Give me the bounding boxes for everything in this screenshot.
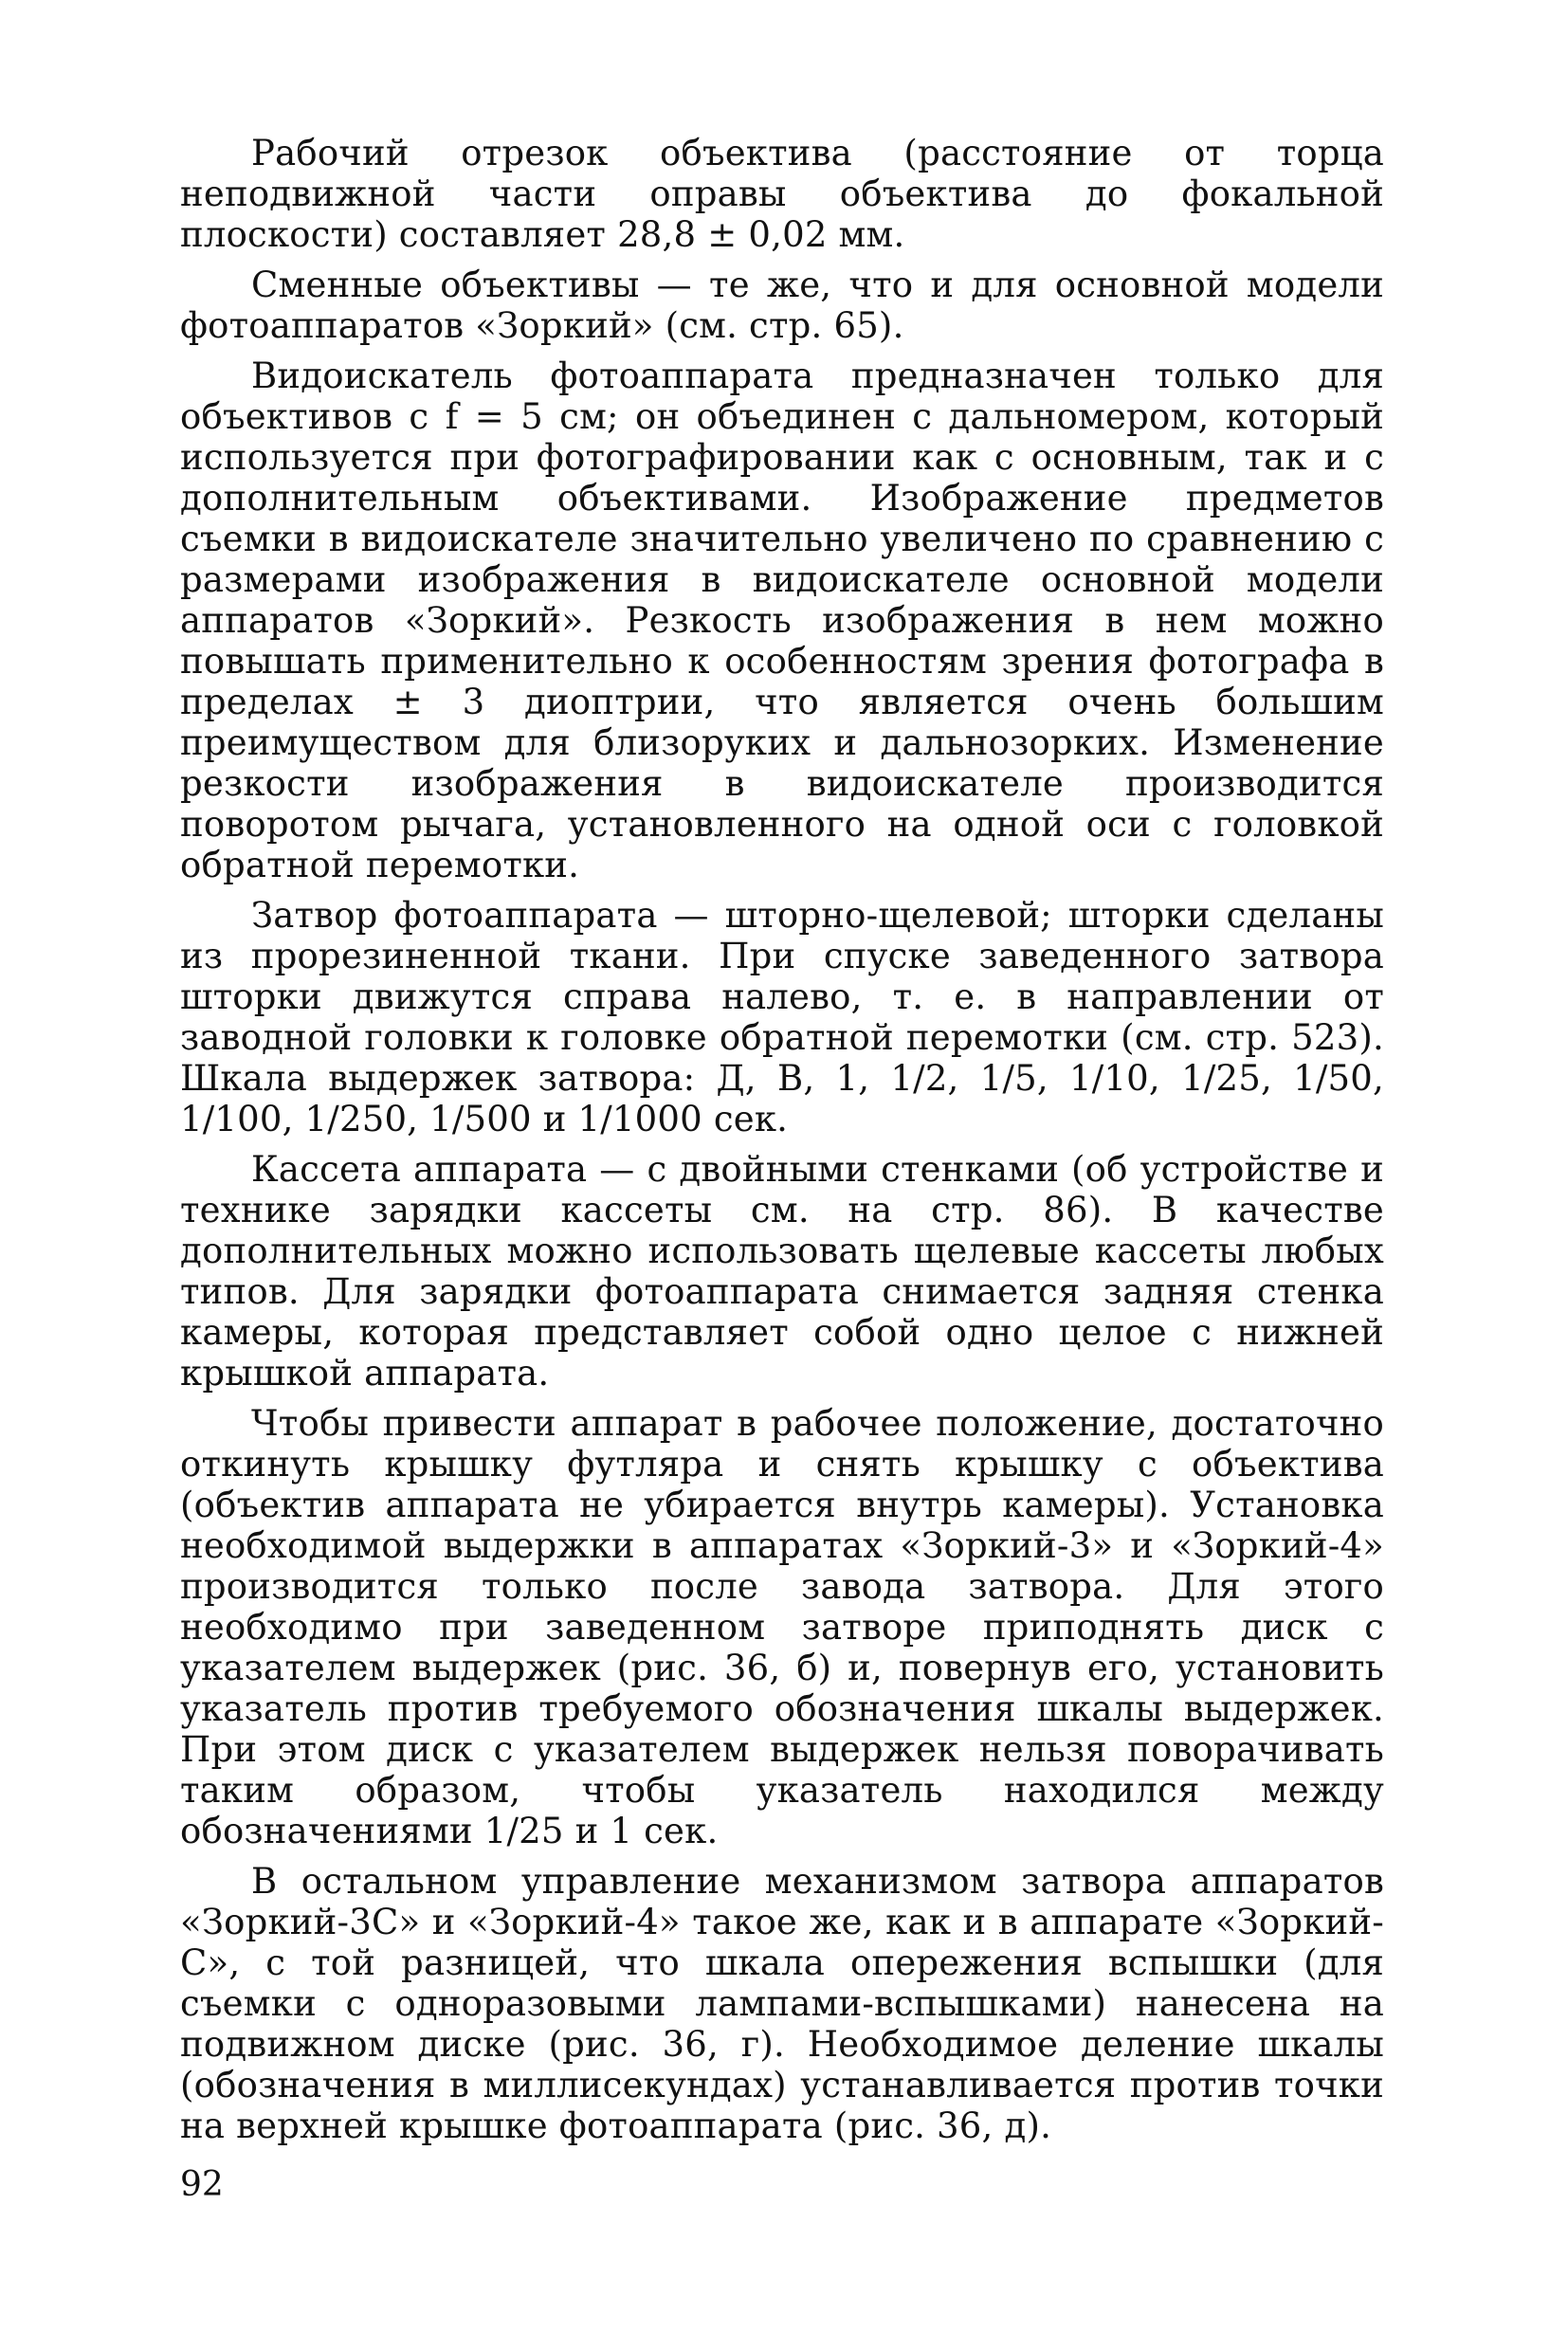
paragraph-flash-sync: В остальном управление механизмом затвора аппаратов «Зоркий-3С» и «Зоркий-4» такое же, как и в аппарате «Зоркий-С», с той разницей, что шкала опережения вспышки (для съемки с одноразовыми лампами-вспышками) нанесена на подвижном диске (рис. 36, г). Необходимое деление шкалы (обозначения в миллисекундах) устанавливается против точки на верхней крышке фотоаппарата (рис. 36, д). [180,1861,1384,2146]
page-text [180,133,1384,2156]
page-number: 92 [180,2165,224,2204]
paragraph-lenses: Сменные объективы — те же, что и для основной модели фотоаппаратов «Зоркий» (см. стр. 65). [180,264,1384,346]
paragraph-viewfinder: Видоискатель фотоаппарата предназначен только для объективов с f = 5 см; он объединен с дальномером, который используется при фотографировании как с основным, так и с дополнительным объективами. Изображение предметов съемки в видоискателе значительно увеличено по сравнению с размерами изображения в видоискателе основной модели аппаратов «Зоркий». Резкость изображения в нем можно повышать применительно к особенностям зрения фотографа в пределах ± 3 диоптрии, что является очень большим преимуществом для близоруких и дальнозорких. Изменение резкости изображения в видоискателе производится поворотом рычага, установленного на одной оси с головкой обратной перемотки. [180,355,1384,885]
paragraph-operation: Чтобы привести аппарат в рабочее положение, достаточно откинуть крышку футляра и снять крышку с объектива (объектив аппарата не убирается внутрь камеры). Установка необходимой выдержки в аппаратах «Зоркий-3» и «Зоркий-4» производится только после завода затвора. Для этого необходимо при заведенном затворе приподнять диск с указателем выдержек (рис. 36, б) и, повернув его, установить указатель против требуемого обозначения шкалы выдержек. При этом диск с указателем выдержек нельзя поворачивать таким образом, чтобы указатель находился между обозначениями 1/25 и 1 сек. [180,1403,1384,1851]
paragraph-shutter: Затвор фотоаппарата — шторно-щелевой; шторки сделаны из прорезиненной ткани. При спуске заведенного затвора шторки движутся справа налево, т. е. в направлении от заводной головки к головке обратной перемотки (см. стр. 523). Шкала выдержек затвора: Д, В, 1, 1/2, 1/5, 1/10, 1/25, 1/50, 1/100, 1/250, 1/500 и 1/1000 сек. [180,895,1384,1139]
paragraph-cassette: Кассета аппарата — с двойными стенками (об устройстве и технике зарядки кассеты см. на стр. 86). В качестве дополнительных можно использовать щелевые кассеты любых типов. Для зарядки фотоаппарата снимается задняя стенка камеры, которая представляет собой одно целое с нижней крышкой аппарата. [180,1149,1384,1394]
paragraph-back-focus: Рабочий отрезок объектива (расстояние от торца неподвижной части оправы объектива до фокальной плоскости) составляет 28,8 ± 0,02 мм. [180,133,1384,255]
